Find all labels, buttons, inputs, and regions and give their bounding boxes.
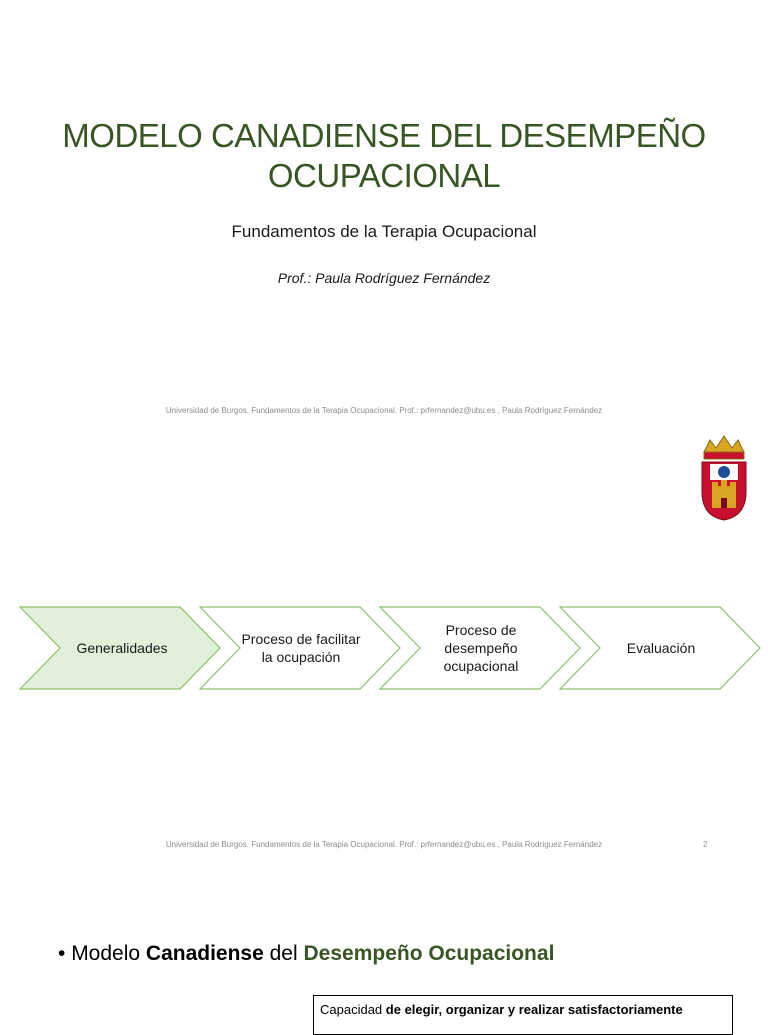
- step-label-evaluacion: Evaluación: [626, 640, 696, 656]
- bullet-prefix: Modelo: [71, 942, 146, 965]
- step-label-desempeno: Proceso de desempeño ocupacional: [443, 622, 519, 674]
- bullet-green: Desempeño Ocupacional: [303, 942, 555, 965]
- slide-title: [0, 116, 768, 196]
- bullet-dot: •: [58, 942, 72, 965]
- bullet-mid: del: [263, 942, 304, 965]
- page-number: 2: [703, 840, 708, 849]
- step-label-generalidades: Generalidades: [76, 640, 168, 656]
- slide-subtitle: Fundamentos de la Terapia Ocupacional: [231, 222, 537, 241]
- content-slide: [0, 860, 768, 1024]
- process-slide: [0, 560, 768, 860]
- bullet-item: [58, 942, 554, 966]
- slide-footer: Universidad de Burgos. Fundamentos de la Terapia Ocupacional. Prof.: prfernandez@ubu.es , Paula Rodríguez Fernández: [165, 406, 603, 415]
- bullet-bold: Canadiense: [145, 942, 264, 965]
- slide-title-line1: MODELO CANADIENSE DEL DESEMPEÑO: [62, 117, 706, 154]
- author-line: Prof.: Paula Rodríguez Fernández: [277, 270, 491, 286]
- university-crest-icon: [698, 434, 750, 522]
- definition-box: [313, 995, 733, 1035]
- slide-title-line2: OCUPACIONAL: [267, 157, 501, 194]
- definition-bold: de elegir, organizar y realizar satisfactoriamente: [385, 1002, 683, 1017]
- definition-lead: Capacidad: [320, 1002, 386, 1017]
- slide-footer: Universidad de Burgos. Fundamentos de la Terapia Ocupacional. Prof.: prfernandez@ubu.es , Paula Rodríguez Fernández: [165, 840, 603, 849]
- step-label-facilitar: Proceso de facilitar la ocupación: [241, 631, 361, 665]
